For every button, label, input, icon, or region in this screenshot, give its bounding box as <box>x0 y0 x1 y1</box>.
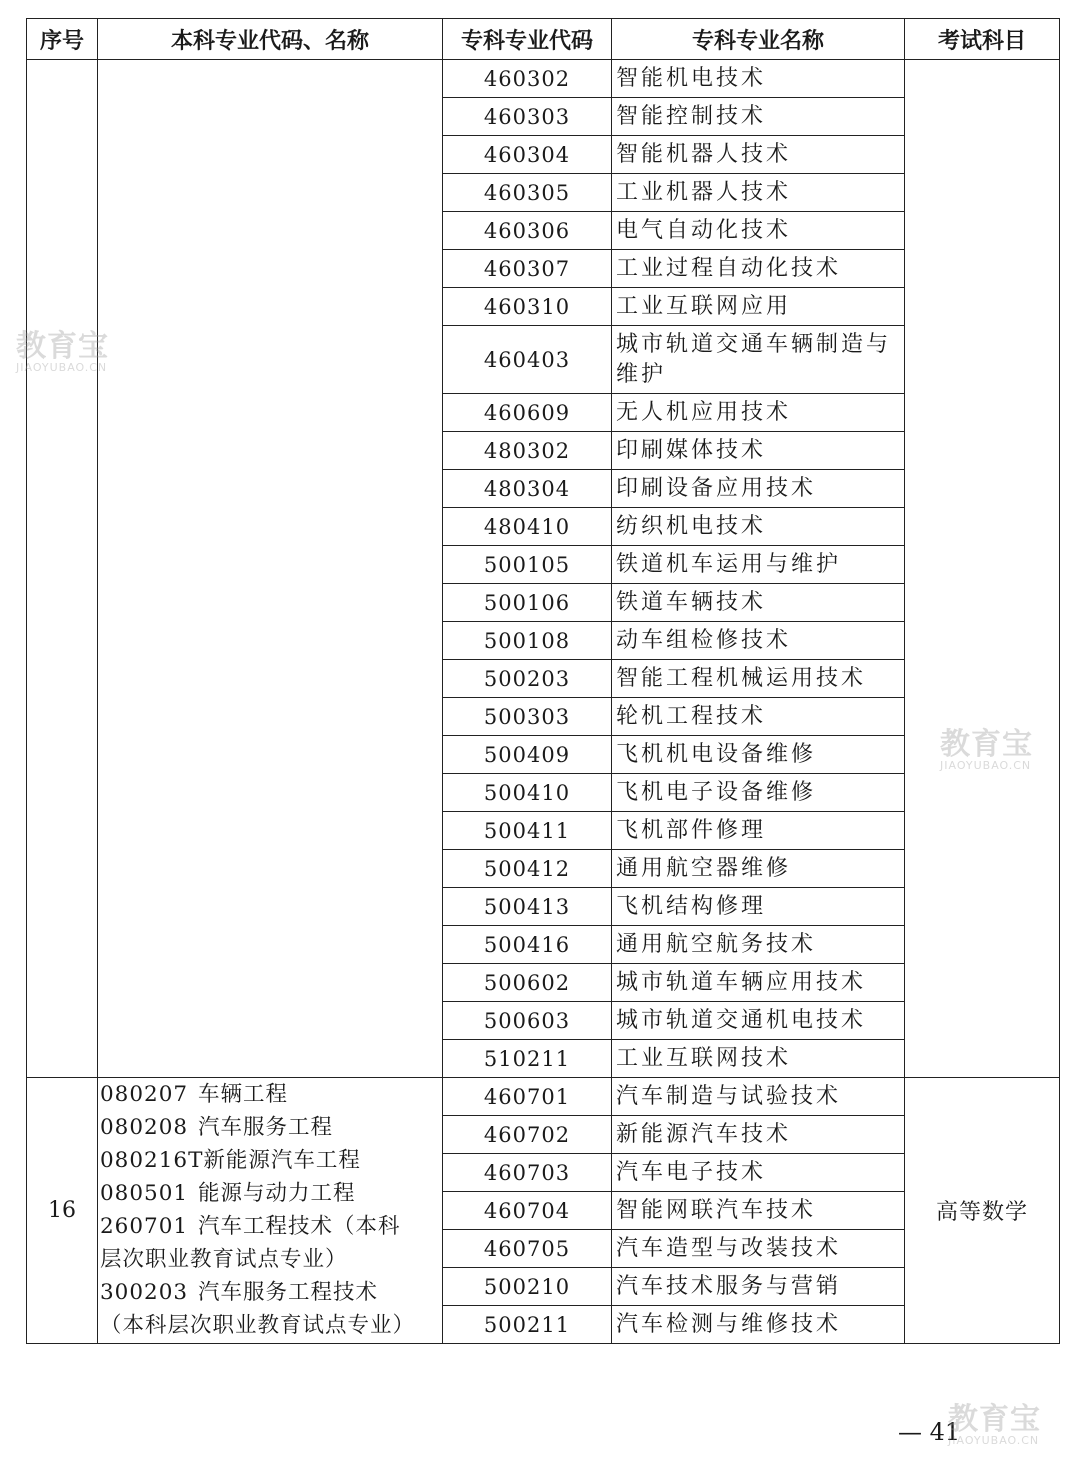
major-code: 460303 <box>443 98 612 136</box>
major-code: 460703 <box>443 1154 612 1192</box>
undergrad-code: 080207 <box>100 1082 189 1107</box>
major-code: 500210 <box>443 1268 612 1306</box>
major-name: 飞机机电设备维修 <box>612 736 905 774</box>
major-name: 智能机电技术 <box>612 60 905 98</box>
major-name: 城市轨道交通车辆制造与维护 <box>612 326 905 394</box>
major-name: 铁道车辆技术 <box>612 584 905 622</box>
watermark-brand: 教育宝 <box>940 727 1033 762</box>
watermark-domain: JIAOYUBAO.CN <box>940 759 1032 772</box>
major-name: 飞机电子设备维修 <box>612 774 905 812</box>
undergrad-cell <box>98 1078 443 1344</box>
seq-cell <box>27 60 98 1078</box>
undergrad-line <box>98 1276 442 1309</box>
undergrad-name: 汽车服务工程技术 <box>198 1280 379 1305</box>
undergrad-line <box>98 1243 442 1276</box>
major-code: 460705 <box>443 1230 612 1268</box>
major-name: 飞机部件修理 <box>612 812 905 850</box>
major-code: 500410 <box>443 774 612 812</box>
undergrad-line <box>98 1111 442 1144</box>
undergrad-name: 汽车服务工程 <box>198 1115 334 1140</box>
major-name: 汽车电子技术 <box>612 1154 905 1192</box>
major-name: 城市轨道车辆应用技术 <box>612 964 905 1002</box>
major-name: 轮机工程技术 <box>612 698 905 736</box>
major-code: 500303 <box>443 698 612 736</box>
major-code: 510211 <box>443 1040 612 1078</box>
major-name: 通用航空航务技术 <box>612 926 905 964</box>
watermark-logo <box>948 1402 1041 1447</box>
major-name: 工业过程自动化技术 <box>612 250 905 288</box>
major-code: 480410 <box>443 508 612 546</box>
majors-table <box>26 18 1060 1344</box>
major-code: 460307 <box>443 250 612 288</box>
undergrad-name: 层次职业教育试点专业） <box>100 1247 348 1272</box>
undergrad-code: 080208 <box>100 1115 189 1140</box>
major-code: 500411 <box>443 812 612 850</box>
major-code: 460704 <box>443 1192 612 1230</box>
watermark-brand: 教育宝 <box>948 1402 1041 1437</box>
undergrad-name: （本科层次职业教育试点专业） <box>100 1313 416 1338</box>
seq-cell: 16 <box>27 1078 98 1344</box>
table-row <box>27 1078 1060 1116</box>
undergrad-line <box>98 1309 442 1342</box>
major-code: 460310 <box>443 288 612 326</box>
undergrad-code: 300203 <box>100 1280 189 1305</box>
header-code: 专科专业代码 <box>443 19 612 60</box>
major-name: 通用航空器维修 <box>612 850 905 888</box>
major-code: 460609 <box>443 394 612 432</box>
major-code: 500211 <box>443 1306 612 1344</box>
watermark-logo <box>16 329 109 374</box>
major-code: 460304 <box>443 136 612 174</box>
major-code: 500108 <box>443 622 612 660</box>
major-name: 纺织机电技术 <box>612 508 905 546</box>
header-subject: 考试科目 <box>905 19 1060 60</box>
major-name: 铁道机车运用与维护 <box>612 546 905 584</box>
undergrad-code: 080501 <box>100 1181 189 1206</box>
undergrad-line <box>98 1078 442 1111</box>
table-body <box>27 60 1060 1344</box>
major-code: 460306 <box>443 212 612 250</box>
major-code: 480304 <box>443 470 612 508</box>
undergrad-line <box>98 1144 442 1177</box>
header-undergrad: 本科专业代码、名称 <box>98 19 443 60</box>
major-name: 飞机结构修理 <box>612 888 905 926</box>
major-code: 500413 <box>443 888 612 926</box>
undergrad-name: 能源与动力工程 <box>198 1181 356 1206</box>
undergrad-line <box>98 1210 442 1243</box>
watermark-brand: 教育宝 <box>16 329 109 364</box>
major-code: 500603 <box>443 1002 612 1040</box>
major-name: 城市轨道交通机电技术 <box>612 1002 905 1040</box>
major-name: 印刷设备应用技术 <box>612 470 905 508</box>
undergrad-line <box>98 1177 442 1210</box>
header-row <box>27 19 1060 60</box>
major-code: 500106 <box>443 584 612 622</box>
major-name: 智能控制技术 <box>612 98 905 136</box>
subject-cell <box>905 60 1060 1078</box>
watermark-domain: JIAOYUBAO.CN <box>16 361 108 374</box>
major-name: 汽车检测与维修技术 <box>612 1306 905 1344</box>
major-name: 汽车技术服务与营销 <box>612 1268 905 1306</box>
undergrad-name: 车辆工程 <box>198 1082 289 1107</box>
major-name: 智能网联汽车技术 <box>612 1192 905 1230</box>
major-code: 500105 <box>443 546 612 584</box>
page-number: — 41 <box>898 1418 961 1446</box>
major-code: 500602 <box>443 964 612 1002</box>
major-name: 汽车制造与试验技术 <box>612 1078 905 1116</box>
major-code: 460302 <box>443 60 612 98</box>
major-name: 工业互联网应用 <box>612 288 905 326</box>
table-row <box>27 60 1060 98</box>
major-name: 印刷媒体技术 <box>612 432 905 470</box>
major-name: 智能机器人技术 <box>612 136 905 174</box>
major-code: 500416 <box>443 926 612 964</box>
major-name: 动车组检修技术 <box>612 622 905 660</box>
undergrad-cell <box>98 60 443 1078</box>
watermark-logo <box>940 727 1033 772</box>
major-code: 500412 <box>443 850 612 888</box>
major-name: 工业机器人技术 <box>612 174 905 212</box>
undergrad-code: 260701 <box>100 1214 189 1239</box>
undergrad-name: 新能源汽车工程 <box>203 1148 361 1173</box>
major-code: 460701 <box>443 1078 612 1116</box>
header-name: 专科专业名称 <box>612 19 905 60</box>
major-code: 500203 <box>443 660 612 698</box>
major-name: 无人机应用技术 <box>612 394 905 432</box>
undergrad-name: 汽车工程技术（本科 <box>198 1214 401 1239</box>
major-name: 电气自动化技术 <box>612 212 905 250</box>
major-code: 460403 <box>443 326 612 394</box>
major-code: 500409 <box>443 736 612 774</box>
major-name: 新能源汽车技术 <box>612 1116 905 1154</box>
watermark-domain: JIAOYUBAO.CN <box>948 1434 1040 1447</box>
undergrad-code: 080216T <box>100 1148 204 1173</box>
major-code: 460305 <box>443 174 612 212</box>
major-name: 汽车造型与改装技术 <box>612 1230 905 1268</box>
major-code: 480302 <box>443 432 612 470</box>
major-code: 460702 <box>443 1116 612 1154</box>
major-name: 智能工程机械运用技术 <box>612 660 905 698</box>
header-seq: 序号 <box>27 19 98 60</box>
subject-cell: 高等数学 <box>905 1078 1060 1344</box>
major-name: 工业互联网技术 <box>612 1040 905 1078</box>
